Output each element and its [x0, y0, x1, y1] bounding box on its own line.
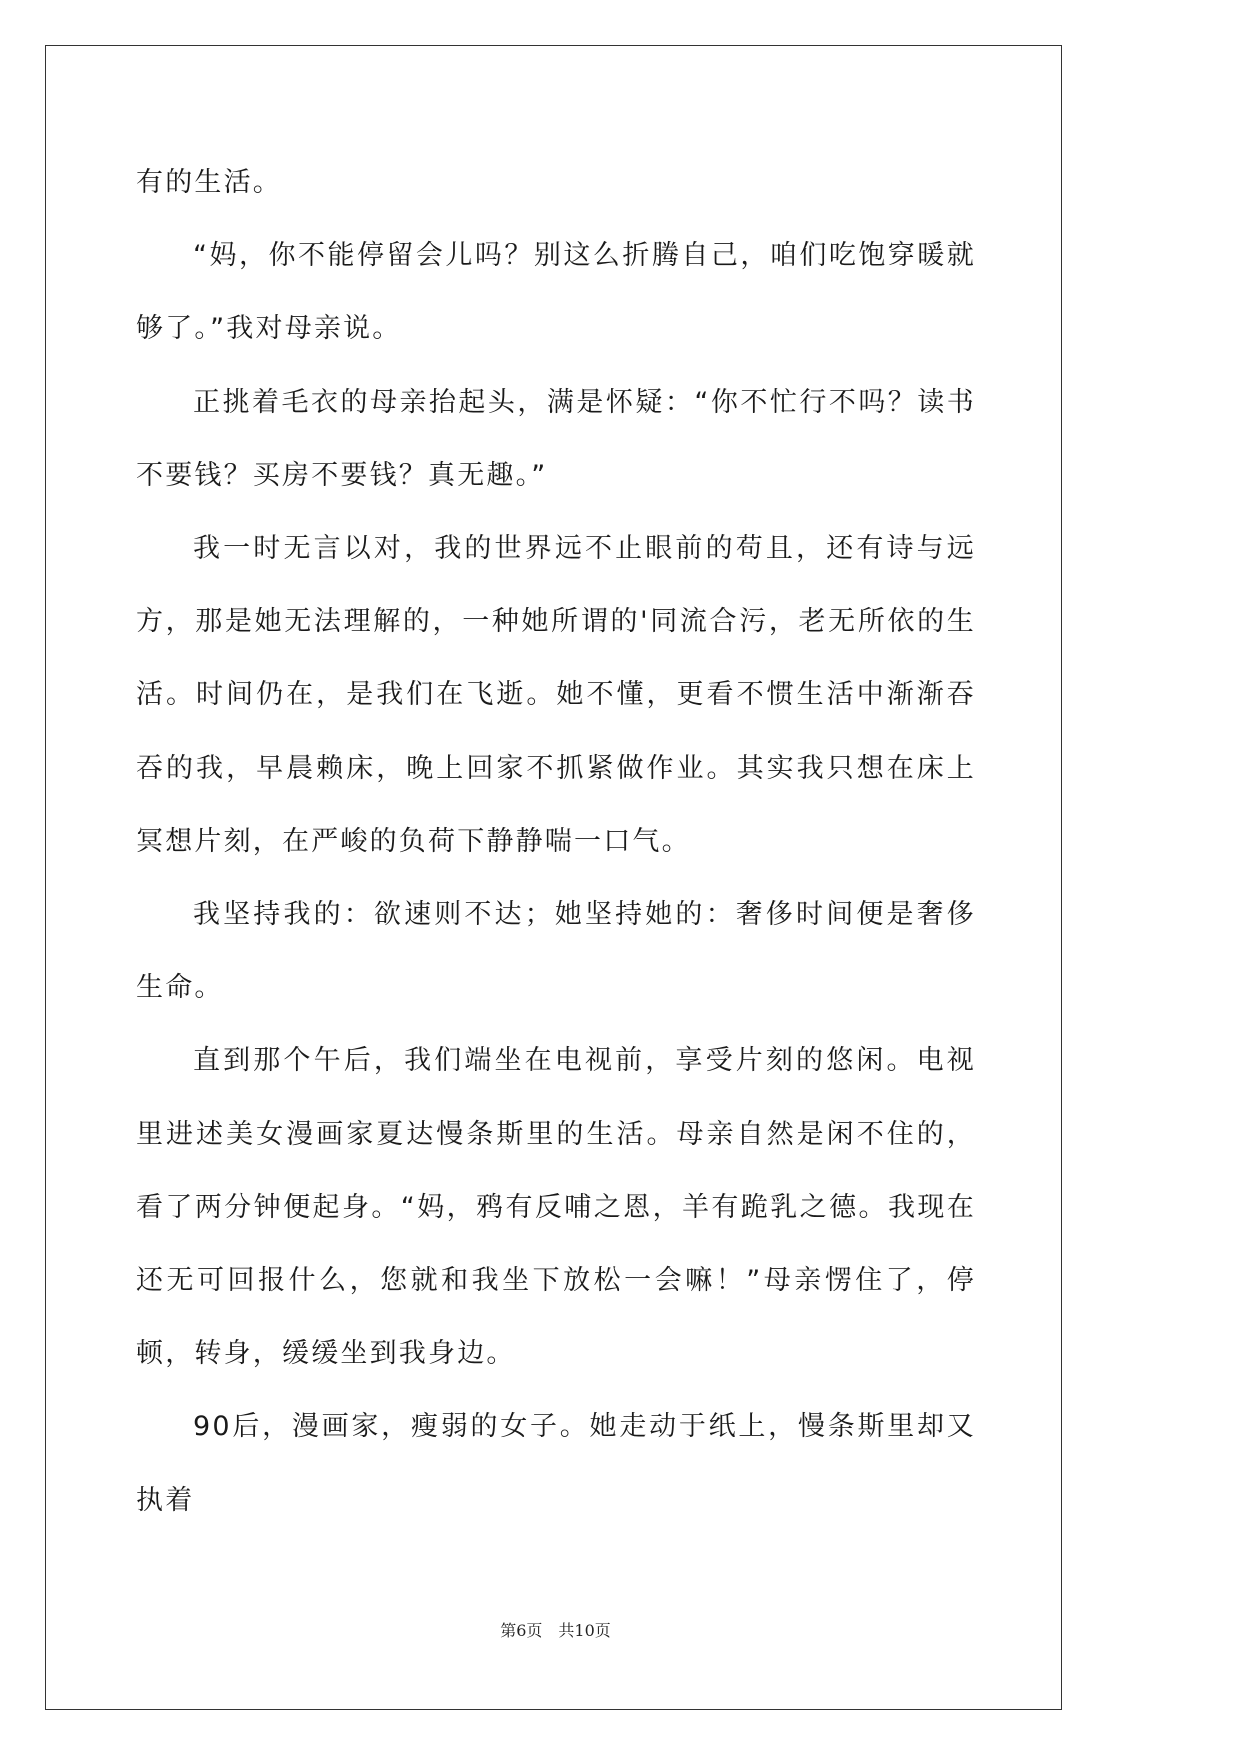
- paragraph-2: “妈，你不能停留会儿吗？别这么折腾自己，咱们吃饱穿暖就够了。”我对母亲说。: [136, 240, 976, 345]
- paragraph-6: 直到那个午后，我们端坐在电视前，享受片刻的悠闲。电视里进述美女漫画家夏达慢条斯里的生活。母亲自然是闲不住的，看了两分钟便起身。“妈，鸦有反哺之恩，羊有跪乳之德。我现在还无可回报什么，您就和我坐下放松一会嘛！”母亲愣住了，停顿，转身，缓缓坐到我身边。: [136, 1045, 976, 1370]
- document-body: [136, 146, 976, 1537]
- paragraph-5: 我坚持我的：欲速则不达；她坚持她的：奢侈时间便是奢侈生命。: [136, 899, 976, 1004]
- paragraph-4: 我一时无言以对，我的世界远不止眼前的苟且，还有诗与远方，那是她无法理解的，一种她所谓的'同流合污，老无所依的生活。时间仍在，是我们在飞逝。她不懂，更看不惯生活中渐渐吞吞的我，早晨赖床，晚上回家不抓紧做作业。其实我只想在床上冥想片刻，在严峻的负荷下静静喘一口气。: [136, 533, 976, 857]
- paragraph-3: 正挑着毛衣的母亲抬起头，满是怀疑：“你不忙行不吗？读书不要钱？买房不要钱？真无趣。”: [136, 386, 976, 491]
- page-number-footer: 第6页 共10页: [500, 1621, 611, 1640]
- paragraph-7: 90后，漫画家，瘦弱的女子。她走动于纸上，慢条斯里却又执着: [136, 1411, 976, 1516]
- paragraph-1: 有的生活。: [136, 167, 282, 198]
